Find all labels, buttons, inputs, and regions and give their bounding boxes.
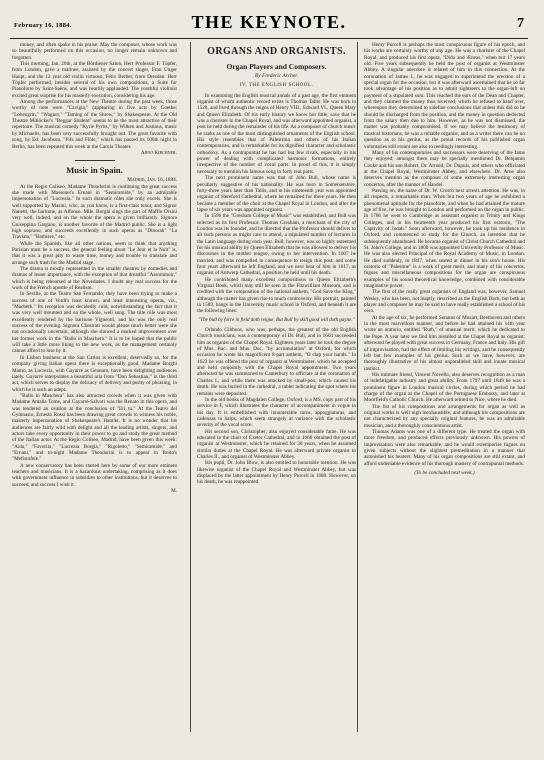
verse-quote: "The bull by force in field doth reigne, But Bull by skill good will doth gayne." — [198, 317, 355, 323]
paragraph: While the Spanish, like all other nations, seem to think that anything Parisian must be a success, the general feeling about "Le Jour et la Nuit" is, that it was a great pity to waste time, money and trouble to translate and arrange such trash for the Madrid stage. — [12, 240, 177, 266]
paragraph: Henry Purcell is perhaps the most conspicuous figure of his epoch, and his works are certainly worthy of any age. He was a chorister of the Chapel Royal, and produced his first opera, "Dido and Æneas," when but 17 years old. Five years subsequently he held the post of organist at Westminster Abbey. A singular anecdote is related of him in this connection. At the coronation of James I., he was engaged to superintend the erection of a special organ for the occasion, but it was afterward ascertained that he so far took advantage of his position as to admit sightseers to the organ-loft on payment of a stipulated sum. This reached the ears of the Dean and Chapter, and they claimed the money thus received, which he refused to hand over, whereupon they determined to sideline conclusions that unless this did so he should be discharged from the position, and the money in question deducted from the salary then due to him. However, as he was not dismissed, the matter was probably compromised. If we may believe the testimony of musical historians, he was a reliable organist, and as a writer there can be no question as to his genius, as the proud records of his published organ voluntaries still extant are also exceedingly interesting. — [364, 42, 525, 150]
paragraph: His second son, Christopher, also enjoyed considerable fame. He was educated in the choir of Exeter Cathedral, and in 1660 obtained the post of organist at Westminster, which he retained for 30 years, when he assumed similar duties at the Chapel Royal. He was afterward private organist to Charles II., and organist of Westminster Abbey. — [197, 428, 356, 460]
article-title: ORGANS AND ORGANISTS. — [207, 46, 346, 57]
paragraph: The list of his compositions and arrangements for organ as well as original works is well nigh inexhaustible, and although his compositions are not characterized by any specially original features, he was an admirable musician, and a thoroughly conscientious artist. — [364, 403, 525, 429]
column-middle — [190, 42, 356, 732]
issue-date: February 16, 1884. — [14, 22, 72, 29]
byline: By Frederic Archer. — [254, 73, 299, 79]
paragraph: The drama is mostly represented in the smaller theatres by comedies and dramas of lesser importance, with the exception of that dreadful "Assommoir," which is being rehearsed at the Novedades. I doubt any real success for the work of the French apostle of Realism. — [12, 266, 177, 292]
paragraph: In the old books of Magdalen College, Oxford, is a MS. copy part of his service in F, which illustrates the character of accompaniment in vogue in his day. It is embellished with innumerable turns, appoggiaturas, and cadenzas to harps, which seem strangely at variance with the scholastic severity of the vocal score. — [197, 396, 356, 429]
paragraph: In examining the English musical annals of a past age, the first eminent organist of whom authentic record exists is Thomas Tallis. He was born in 1520, and lived through the reigns of Henry VIII., Edward VI., Queen Mary and Queen Elizabeth. Of his early history we know but little, save that he was a chorister in the Chapel Royal, and was afterward appointed organist, a post he held during the remainder of his life. As a composer of church music he ranks as one of the most distinguished ornaments of the English school. His style resembles that of Palestrina and others of his Italian contemporaries, and is remarkable for its dignified character and scholastic orthodoxy. As a contrapuntist he has had but few rivals, especially in his power of dealing with complicated harmonic formations, entirely irrespective of the number of vocal parts. In proof of this, it is simply necessary to mention his famous song in forty real parts. — [197, 92, 356, 175]
article-title: Music in Spain. — [66, 165, 123, 176]
paragraph: His intimate friend, Vincent Novello, also deserves recognition as a man of indefatigable industry and great ability. From 1797 until 1849 he was a prominent figure in London musical circles, during which period he had charge of the organ at the Chapel of the Portuguese Embassy, and later at Moorfield's Catholic Church. He afterward retired to Nice, where he died. — [364, 371, 525, 404]
paragraph: Many of his contemporaries and successors were deserving of the fame they enjoyed; amongst them may be specially mentioned Dr. Benjamin Cooke and his son Robert, Dr. Arnold, Dr. Dupuis, and others who officiated at the Chapel Royal, Westminster Abbey, and elsewhere. Dr. Arne also deserves mention as the composer of some extremely interesting organ concertos, after the manner of Handel. — [364, 149, 525, 188]
page-number: 7 — [517, 16, 524, 31]
paragraph: His pupil, Dr. John Blow, is also entitled to honorable mention. He was likewise organist of the Chapel Royal and Westminster Abbey, but was displaced by the latter appointment by Henry Purcell in 1680. However, on his death, he was reappointed. — [197, 460, 356, 486]
paragraph: Passing on, the name of Dr. W. Crotch next arrests attention. He was, in all respects, a remarkable man. When but two years of age he exhibited a phenomenal aptitude for the pianoforte, and when he had attained the mature age of five, he was brought to London and performed on the organ in public. In 1786 he went to Cambridge as assistant organist at Trinity and Kings Colleges, and in his fourteenth year produced his first oratorio, "The Captivity of Judah." Soon afterward, however, he took up his residence in Oxford, and commenced to study for the Church, an intention that he subsequently abandoned. He became organist of Christ Church Cathedral and St. John's College, and in 1800 was appointed University Professor of Music. He was also elected Principal of the Royal Academy of Music, in London. He died suddenly, in 1847, when seated at dinner in his son's house. His oratorio of "Palestine" is a work of great merit, and many of his concertos, fugues and miscellaneous compositions for the organ are conspicuous examples of his sound theoretical knowledge, combined with considerable imaginative power. — [364, 187, 525, 290]
paragraph: In Seville, at the Teatro San Fernando, they have been trying to make a success of one of Verdi's least known, and least interesting operas, viz., "Macbeth." Its reception was decidedly cold, notwithstanding the fact that it was very well mounted and on the whole, well sung. The title rôle was most excellently rendered by the baritone Vigneotti, and his was the only real success of the evening. Signora Chestrati would please much better were she not occasionally uncertain, although she showed a marked improvement over her former work in the "Ballo in Maschera." It is to be hoped that the public will take a little more liking to the new work, as the management certainly cannot afford to lose by it. — [12, 291, 177, 355]
paragraph: He contributed many excellent compositions to Queen Elizabeth's Virginal Book, which may still be seen in the Fitzwilliam Museum, and is credited with the composition of the national anthem, "God Save the King," although the matter has given rise to much controversy. His portrait, painted in 1589, hangs in the University music school in Oxford, and beneath it are the following lines: — [197, 276, 356, 315]
paragraph: Orlando Gibbons, who was, perhaps, the greatest of the old English Church musicians, was a contemporary of Dr. Bull, and in 1604 succeeded him as organist of the Chapel Royal. Eighteen years later he took the degree of Mus. Bac. and Mus. Doc. "by accumulation" at Oxford, for which occasion he wrote his magnificent 8-part anthem, "O clap your hands." In 1623 he was offered the post of organist at Westminster, which he accepted and held conjointly with the Chapel Royal appointment. Two years afterward he was summoned to Canterbury to officiate at the coronation of Charles I., and while there was attacked by small-pox, which caused his death. He was buried in the cathedral, a tablet indicating the spot where his remains were deposited. — [197, 327, 356, 397]
column-right — [357, 42, 525, 732]
paragraph: At the age of six, he performed Sonatas of Mozart, Beethoven and others in the most marvellous manner, and before he had attained his 14th year wrote an oratorio, entitled "Ruth," of unusual merit, which he dedicated to the Pope. A year later we find him installed at the Chapel Royal as organist; afterward he played with great success in Germany, France and Italy. His gift of improvisation, had the effect of limiting his writings, and he consequently left but few examples of his genius. Such as we have, however, are thoroughly illustrative of his almost unparalleled skill and innate musical instinct. — [364, 314, 525, 372]
masthead-title: THE KEYNOTE. — [191, 12, 347, 32]
section-heading: IV. THE ENGLISH SCHOOL. — [239, 83, 314, 89]
signature: Arno Kirchner. — [140, 149, 177, 156]
dateline: Madrid, Jan. 16, 1884. — [127, 177, 177, 184]
paragraph: This morning, Jan. 26th, at the Bördiener Salon, Herr Professor F. Töpfer, from London, gave a matinee, assisted by the concert singer, Frau Unger Haupt, and the 12 year old violin virtuoso, Felix Berber, from Dresden. Herr Töpfer performed, besides several of his own compositions, a Suite for Pianoforte by Saint-Saëns, and was heartily applauded. The youthful violinist excited great surprise for his masterly execution, considering his age. — [12, 61, 177, 99]
page-header — [10, 10, 528, 39]
paragraph: "Ballo in Maschera" has also attracted crowds when it was given with Madame Amalia Tome, and Gayarré-Salvoti was the Renato in this opera, and was tendered an ovation at the conclusion of "Eri tu." At the Teatro del Gymnasio, Ernesto Rossi has been drawing great crowds to witness his noble, masterly impersonation of Shakespeare's Hamlet. It is no wonder that his audiences are fairly wild with delight and all the leading artists, singers, and actors take every opportunity in their power to go and study the great method of the Italian actor. At the Regio Coliseo, Madrid, have been given this week: "Aida," "Favorita," "Lucrezia Borgia," "Rigoletto," "Semiramide," and "Ernani," and to-night Madame Theodorini is to appear in Boito's "Mefistofele." — [12, 392, 177, 463]
continued-note: (To be concluded next week.) — [414, 470, 475, 477]
paragraph: money, and often spoke in his praise. May the composer, whose work was so beautifully performed on this occasion, no longer remain unknown and forgotten. — [12, 42, 177, 61]
column-left — [12, 42, 177, 732]
signature: M. — [171, 488, 177, 495]
paragraph: A new conservatory has been started here by some of our more eminent teachers and musicians. It is a hazardous undertaking, comprising as it does with government influence in subsidies to other institutions, but it deserves to succeed, and success I wish it. — [12, 462, 177, 488]
paragraph: The next prominent name was that of John Bull, whose name is peculiarly suggestive of his nationality. He was born in Somersetshire, forty-three years later than Tallis, and in his nineteenth year was appointed organist of Hereford Cathedral, where he remained for three years. He then became a member of the choir at the Chapel Royal in London, and after the lapse of six years was appointed organist. — [197, 175, 356, 213]
paragraph: The first of the really great organists of England was, however, Samuel Wesley, who has been, not inaptly, described as the English Bach, but both as player and composer he may be said to have really established a school of his own. — [364, 289, 525, 315]
paragraph: In 1596 the "Gresham College of Music" was established, and Bull was selected as its first Professor. Thomas Gresham, a merchant of the city of London was its founder, and he directed that the Professor should deliver to all such persons as might care to attend, a stipulated number of lectures in the Latin language during each year. Bull, however, was so highly esteemed for his musical ability by Queen Elizabeth that he was allowed to deliver his discourses in the mother tongue, owing to her intervention. In 1607 he married, and was compelled in consequence to resign this post, and some four years afterward he left England, and we next hear of him in 1617, as organist of Antwerp Cathedral, a position he held until his death. — [197, 213, 356, 277]
paragraph: At the Regio Coliseo, Madame Theodorini is continuing the great success she made with Massenet's Ernani in "Semiramide," by an admirable impersonation of "Lucrezia." In such dramatic rôles she truly excels. She is well supported by Masini, who, as you know, is a first-class tenor, and Signor Nanetti, the baritone, as Alfonso. Mlle. Borghi sings the part of Maffio Orsini very well, indeed, and on the whole the opera is given brilliantly. Signora Guiseppina Gargano, is another favorite of the Madrid public. She is a light high soprano, and succeeds excellently in such operas as "Dinorah" "La Traviata," "Barbiere," etc. — [12, 183, 177, 241]
article-subtitle: Organ Players and Composers. — [226, 62, 327, 71]
paragraph: Among the performances at the New Theatre during the past week, those worthy of note were "Cavigia," (appearing in five acts by Goethe; "Lohengrin," "Wagner," "Taming of the Shrew," by Shakespeare. At the Old Theatre Millöcker's "Beggar Student" seems to be the most attractive of their repertoire. The musical comedy "Kyrie Pyrits," by Wilken and Justinus, music by Michaelis, has been very successfully brought out. The great favorite with song, by Ed. Jacobson, "Fifs and Flöte," which has passed its 100th night in Berlin, has been repeated this week at the Carola Theater. — [12, 99, 177, 150]
paragraph: Thomas Adams was one of a different type. He treated the organ with more freedom, and produced effects previously unknown. His powers of improvisation were also remarkable, and he would extemporise fugues on given subjects without the slightest premeditation in a manner that astonished his hearers. Many of his organ compositions are still extant, and afford undeniable evidence of his thorough mastery of contrapuntal methods. — [364, 428, 525, 467]
divider — [75, 160, 115, 161]
paragraph: In Lisbon business at the San Carlos is excellent, deservedly so, for the company giving Italian opera there is exceptionally good. Madame Borghi Mamo, as Lucrezia, with Gayarré as Gennaro, have been delighting audiences lately. Gayarré interpolates a beautiful aria from "Don Sebastian," in the third act, which serves to display the delicacy of delivery and purity of phrasing, in which he is such an adept. — [12, 354, 177, 393]
